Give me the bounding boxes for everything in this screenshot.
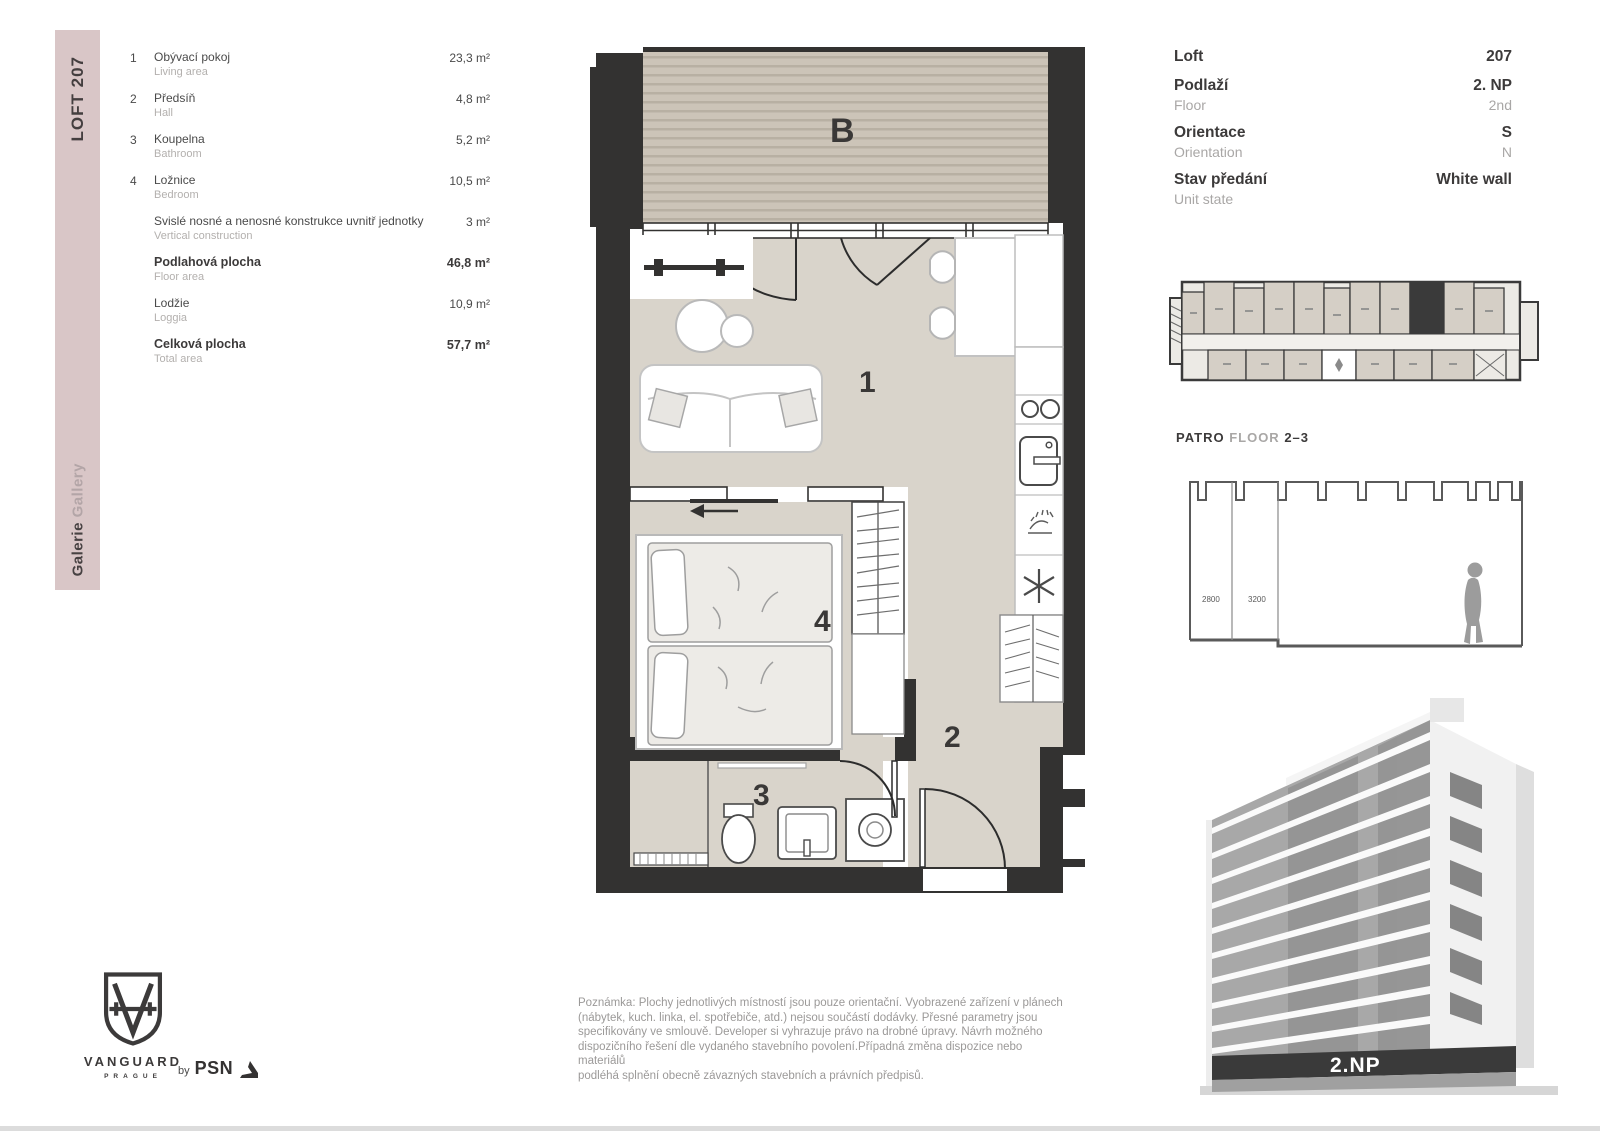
hall-closet xyxy=(1000,615,1063,702)
shelf xyxy=(718,763,806,768)
dimension-lines xyxy=(1232,482,1278,640)
note-line: podléhá splnění obecně závazných stavebních a právních předpisů. xyxy=(578,1069,924,1082)
entrance-door-leaf xyxy=(920,789,925,867)
building-floor-label: 2.NP xyxy=(1330,1054,1381,1077)
sink-icon xyxy=(1020,437,1060,485)
info-label: Loft xyxy=(1174,48,1204,65)
room-row-total-area xyxy=(130,337,490,365)
room-name-en: Vertical construction xyxy=(154,230,253,242)
room-row-living xyxy=(130,50,490,78)
patro-en: FLOOR xyxy=(1229,430,1280,445)
label-balcony: B xyxy=(830,112,855,150)
chair-icon xyxy=(930,307,955,339)
psn-mark-icon xyxy=(238,1059,260,1079)
info-value: White wall xyxy=(1436,171,1512,188)
toilet-icon xyxy=(722,804,755,863)
vanguard-prague: PRAGUE xyxy=(104,1073,162,1080)
sidebar-loft-label: LOFT 207 xyxy=(67,56,87,142)
pillow-icon xyxy=(651,652,688,739)
patro-floor-label xyxy=(1176,430,1309,445)
note-line: dispozičního řešení dle vydaného stavebního povolení.Případná změna dispozice nebo materiálů xyxy=(578,1040,1023,1067)
label-bath: 3 xyxy=(753,779,770,812)
wall-shelf xyxy=(630,235,753,299)
room-name: Ložnice xyxy=(154,173,196,187)
note-line: Poznámka: Plochy jednotlivých místností jsou pouze orientační. Vyobrazené zařízení v plánech xyxy=(578,997,1063,1009)
room-number: 4 xyxy=(130,174,137,188)
psn-logo xyxy=(178,1058,260,1079)
room-number: 2 xyxy=(130,92,137,106)
label-hall: 2 xyxy=(944,721,961,754)
dim-left: 2800 xyxy=(1202,595,1220,604)
room-name: Celková plocha xyxy=(154,337,246,351)
room-area: 3 m² xyxy=(466,215,490,229)
sidebar-pink-bar xyxy=(55,30,100,590)
floor-overview-plan xyxy=(1168,262,1543,397)
page-edge xyxy=(0,1126,1600,1131)
info-value: 2. NP xyxy=(1473,77,1512,94)
room-area: 23,3 m² xyxy=(449,51,490,65)
room-area: 46,8 m² xyxy=(446,256,490,270)
bed xyxy=(636,535,842,749)
room-number xyxy=(130,255,154,256)
pillow-icon xyxy=(651,549,688,636)
person-silhouette xyxy=(1464,563,1483,645)
info-row-unit-state xyxy=(1174,171,1512,207)
floor-plan xyxy=(578,47,1085,893)
vanguard-wordmark: VANGUARD xyxy=(83,1054,183,1069)
info-row-floor xyxy=(1174,77,1512,113)
label-bedroom: 4 xyxy=(814,605,831,638)
room-name: Koupelna xyxy=(154,132,205,146)
room-name-en: Bathroom xyxy=(154,148,202,160)
note-line: specifikovány ve smlouvě. Developer si vyhrazuje právo na drobné úpravy. Návrh možného xyxy=(578,1026,1043,1038)
chair-icon xyxy=(930,251,955,283)
room-number xyxy=(130,337,154,338)
info-value: S xyxy=(1501,124,1512,141)
wardrobe xyxy=(852,502,904,734)
room-row-floor-area xyxy=(130,255,490,283)
corridor xyxy=(1182,334,1520,350)
highlighted-unit-207 xyxy=(1410,282,1444,334)
info-label-en: Orientation xyxy=(1174,144,1243,160)
radiator-icon xyxy=(634,853,708,865)
room-number: 3 xyxy=(130,133,137,147)
room-name-en: Hall xyxy=(154,107,173,119)
room-row-loggia xyxy=(130,296,490,324)
patro-range: 2–3 xyxy=(1284,430,1310,445)
legal-note xyxy=(578,996,1064,1083)
info-label: Podlaží xyxy=(1174,77,1229,94)
room-name: Obývací pokoj xyxy=(154,50,231,64)
room-number xyxy=(130,214,154,215)
room-area: 10,5 m² xyxy=(449,174,490,188)
room-row-vertical-construction xyxy=(130,214,490,242)
room-area: 10,9 m² xyxy=(449,297,490,311)
room-schedule xyxy=(130,50,490,378)
info-row-loft xyxy=(1174,48,1512,66)
room-area: 4,8 m² xyxy=(455,92,490,106)
pillow-icon xyxy=(779,389,817,427)
patro-cz: PATRO xyxy=(1176,430,1225,445)
pillow-icon xyxy=(649,389,688,428)
galerie-text: Galerie xyxy=(69,521,86,576)
section-elevation xyxy=(1172,452,1540,662)
gallery-text: Gallery xyxy=(69,462,86,517)
sidebar-gallery-label xyxy=(69,463,86,576)
room-name-en: Living area xyxy=(154,66,208,78)
room-name-en: Total area xyxy=(154,353,203,365)
room-name-en: Bedroom xyxy=(154,189,199,201)
info-label-en: Unit state xyxy=(1174,191,1234,207)
vanguard-shield-icon xyxy=(102,972,164,1046)
room-number: 1 xyxy=(130,51,137,65)
room-name: Podlahová plocha xyxy=(154,255,261,269)
room-name: Lodžie xyxy=(154,296,190,310)
room-number xyxy=(130,296,154,297)
room-name: Předsíň xyxy=(154,91,196,105)
room-name-en: Floor area xyxy=(154,271,205,283)
dim-right: 3200 xyxy=(1248,595,1266,604)
unit-info-panel xyxy=(1174,48,1512,218)
info-row-orientation xyxy=(1174,124,1512,160)
psn-wordmark: PSN xyxy=(194,1058,234,1078)
room-name: Svislé nosné a nenosné konstrukce uvnitř jednotky xyxy=(154,214,424,228)
info-value-en: N xyxy=(1501,144,1512,160)
info-value: 207 xyxy=(1486,48,1512,65)
by-text: by xyxy=(178,1065,190,1077)
room-area: 5,2 m² xyxy=(455,133,490,147)
room-area: 57,7 m² xyxy=(446,338,490,352)
info-value-en: 2nd xyxy=(1488,97,1512,113)
sofa xyxy=(640,365,822,452)
bathroom-sink-icon xyxy=(778,807,836,859)
room-row-bathroom xyxy=(130,132,490,160)
info-label: Orientace xyxy=(1174,124,1246,141)
note-line: (nábytek, kuch. linka, el. spotřebiče, atd.) nejsou součástí dodávky. Přesné parametry jsou xyxy=(578,1011,1038,1024)
kitchen-tall-unit xyxy=(1015,235,1063,347)
label-living: 1 xyxy=(859,366,876,399)
room-row-bedroom xyxy=(130,173,490,201)
room-name-en: Loggia xyxy=(154,312,188,324)
building-render xyxy=(1198,668,1560,1104)
info-label: Stav předání xyxy=(1174,171,1268,188)
room-row-hall xyxy=(130,91,490,119)
info-label-en: Floor xyxy=(1174,97,1206,113)
